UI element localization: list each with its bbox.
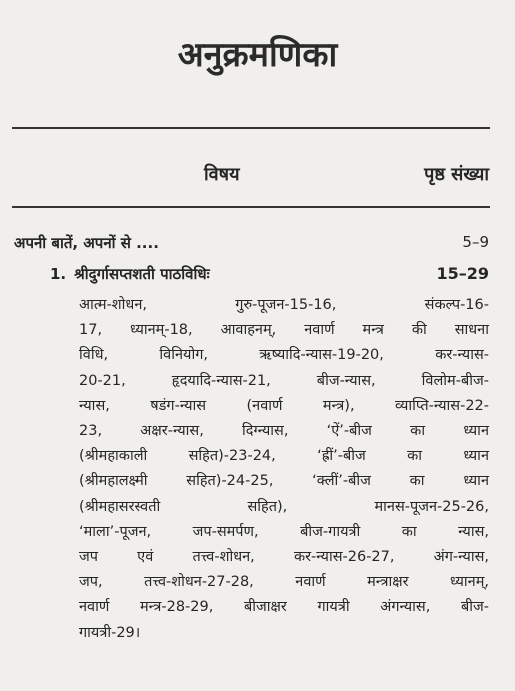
section-1-heading	[50, 264, 210, 284]
contents-line: 20-21, हृदयादि-न्यास-21, बीज-न्यास, विलोम-बीज-	[79, 372, 489, 389]
contents-line: (श्रीमहालक्ष्मी सहित)-24-25, ‘क्लीं’-बीज का ध्यान	[79, 473, 489, 490]
contents-line: गायत्री-29।	[79, 624, 141, 641]
page-title: अनुक्रमणिका	[177, 35, 338, 75]
contents-line: (श्रीमहाकाली सहित)-23-24, ‘ह्रीं’-बीज का ध्यान	[79, 448, 489, 465]
subject-column-heading: विषय	[204, 164, 240, 185]
contents-line: न्यास, षडंग-न्यास (नवार्ण मन्त्र), व्याप्ति-न्यास-22-	[79, 397, 489, 414]
contents-line: विधि, विनियोग, ऋष्यादि-न्यास-19-20, कर-न्यास-	[79, 347, 489, 364]
page-number-column-heading: पृष्ठ संख्या	[424, 164, 489, 185]
contents-line: जप एवं तत्त्व-शोधन, कर-न्यास-26-27, अंग-न्यास,	[79, 549, 489, 566]
contents-line: 17, ध्यानम्-18, आवाहनम्, नवार्ण मन्त्र की साधना	[79, 322, 489, 339]
contents-line: आत्म-शोधन, गुरु-पूजन-15-16, संकल्प-16-	[79, 297, 489, 313]
section-1-pages: 15–29	[436, 264, 489, 283]
section-1-number: 1.	[50, 265, 67, 283]
contents-line: (श्रीमहासरस्वती सहित), मानस-पूजन-25-26,	[79, 498, 489, 515]
intro-entry-pages: 5–9	[462, 233, 489, 251]
contents-line: ‘माला’-पूजन, जप-समर्पण, बीज-गायत्री का न्यास,	[79, 523, 489, 540]
contents-line: जप, तत्त्व-शोधन-27-28, नवार्ण मन्त्राक्षर ध्यानम्,	[79, 574, 489, 591]
contents-line: नवार्ण मन्त्र-28-29, बीजाक्षर गायत्री अंगन्यास, बीज-	[79, 599, 489, 616]
contents-line: 23, अक्षर-न्यास, दिग्न्यास, ‘ऐं’-बीज का ध्यान	[79, 423, 489, 440]
top-divider	[12, 127, 490, 129]
section-1-contents	[79, 293, 489, 646]
intro-entry-label: अपनी बातें, अपनों से ....	[14, 234, 159, 252]
section-1-title: श्रीदुर्गासप्तशती पाठविधिः	[74, 265, 210, 283]
header-divider	[12, 206, 490, 208]
